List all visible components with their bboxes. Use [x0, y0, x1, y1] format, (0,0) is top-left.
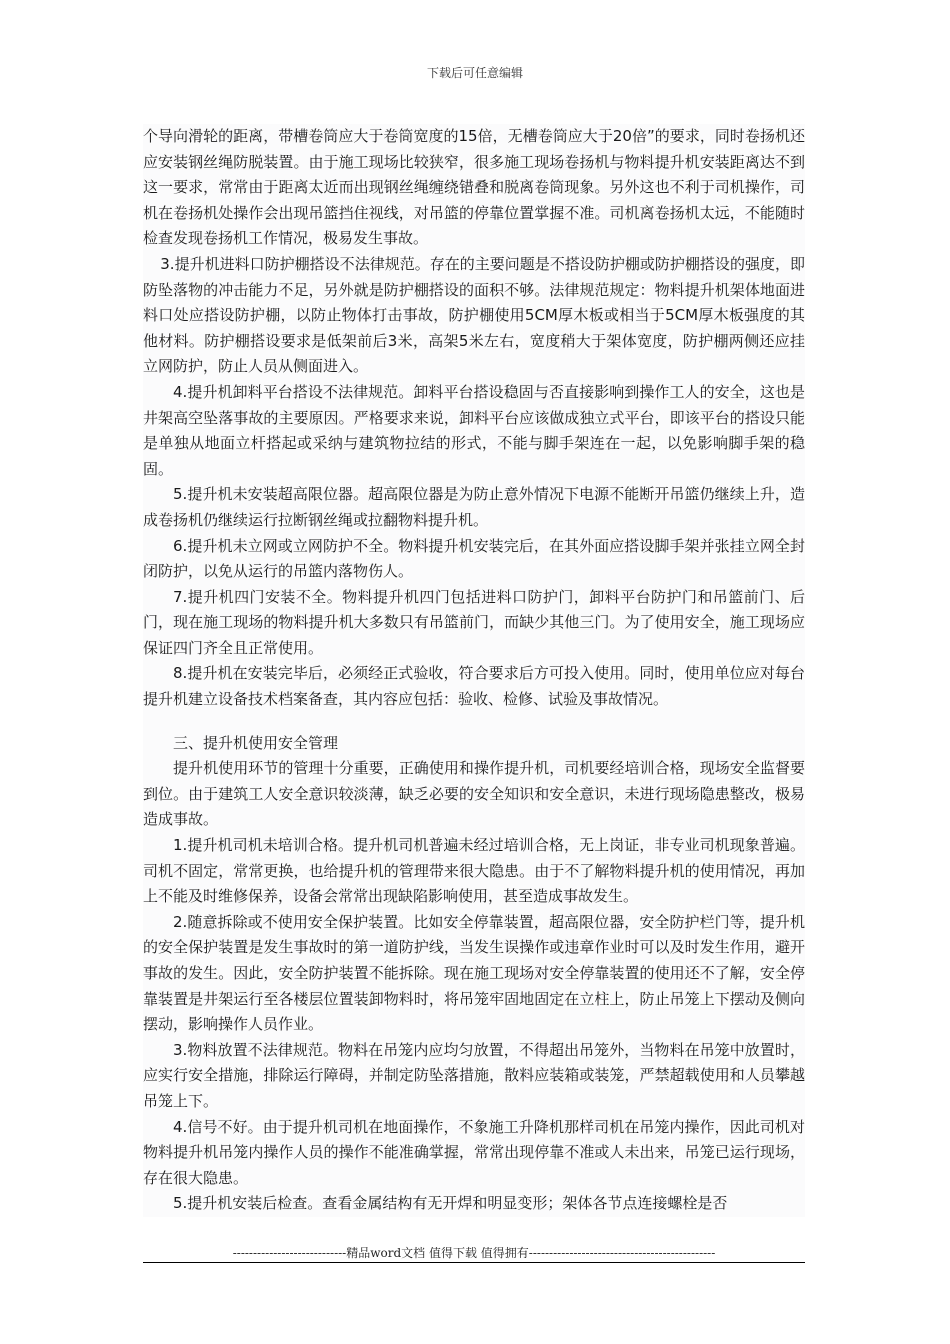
paragraph-item-4: 4.提升机卸料平台搭设不法律规范。卸料平台搭设稳固与否直接影响到操作工人的安全，这也是井架高空坠落事故的主要原因。严格要求来说，卸料平台应该做成独立式平台，即该平台的搭设只能是单独从地面立杆搭起或采纳与建筑物拉结的形式，不能与脚手架连在一起，以免影响脚手架的稳固。: [143, 382, 805, 478]
paragraph-item-6: 6.提升机未立网或立网防护不全。物料提升机安装完后，在其外面应搭设脚手架并张挂立网全封闭防护，以免从运行的吊篮内落物伤人。: [143, 536, 805, 581]
paragraph-item-5b: 5.提升机安装后检查。查看金属结构有无开焊和明显变形；架体各节点连接螺栓是否: [173, 1194, 728, 1213]
document-body: [143, 124, 805, 1217]
page-header: 下载后可任意编辑: [426, 66, 523, 80]
paragraph-gap: [143, 713, 805, 731]
paragraph-continuation: 个导向滑轮的距离，带槽卷筒应大于卷筒宽度的15倍，无槽卷筒应大于20倍”的要求，同时卷扬机还应安装钢丝绳防脱装置。由于施工现场比较狭窄，很多施工现场卷扬机与物料提升机安装距离达不到这一要求，常常由于距离太近而出现钢丝绳缠绕错叠和脱离卷筒现象。另外这也不利于司机操作，司机在卷扬机处操作会出现吊篮挡住视线，对吊篮的停靠位置掌握不准。司机离卷扬机太远，不能随时检查发现卷扬机工作情况，极易发生事故。: [143, 127, 805, 248]
section-intro: 提升机使用环节的管理十分重要，正确使用和操作提升机，司机要经培训合格，现场安全监督要到位。由于建筑工人安全意识较淡薄，缺乏必要的安全知识和安全意识，未进行现场隐患整改，极易造成事故。: [143, 759, 805, 829]
paragraph-item-8: 8.提升机在安装完毕后，必须经正式验收，符合要求后方可投入使用。同时，使用单位应对每台提升机建立设备技术档案备查，其内容应包括：验收、检修、试验及事故情况。: [143, 664, 805, 709]
footer-rule: [143, 1262, 805, 1263]
paragraph-item-3: 3.提升机进料口防护棚搭设不法律规范。存在的主要问题是不搭设防护棚或防护棚搭设的强度，即防坠落物的冲击能力不足，另外就是防护棚搭设的面积不够。法律规范规定：物料提升机架体地面进料口处应搭设防护棚，以防止物体打击事故，防护棚使用5CM厚木板或相当于5CM厚木板强度的其他材料。防护棚搭设要求是低架前后3米，高架5米左右，宽度稍大于架体宽度，防护棚两侧还应挂立网防护，防止人员从侧面进入。: [143, 254, 805, 376]
paragraph-item-7: 7.提升机四门安装不全。物料提升机四门包括进料口防护门，卸料平台防护门和吊篮前门、后门，现在施工现场的物料提升机大多数只有吊篮前门，而缺少其他三门。为了使用安全，施工现场应保证四门齐全且正常使用。: [143, 587, 805, 657]
paragraph-item-3b: 3.物料放置不法律规范。物料在吊笼内应均匀放置，不得超出吊笼外，当物料在吊笼中放置时，应实行安全措施，排除运行障碍，并制定防坠落措施，散料应装箱或装笼，严禁超载使用和人员攀越吊笼上下。: [143, 1040, 805, 1110]
paragraph-item-2: 2.随意拆除或不使用安全保护装置。比如安全停靠装置，超高限位器，安全防护栏门等，提升机的安全保护装置是发生事故时的第一道防护线，当发生误操作或违章作业时可以及时发生作用，避开事故的发生。因此，安全防护装置不能拆除。现在施工现场对安全停靠装置的使用还不了解，安全停靠装置是井架运行至各楼层位置装卸物料时，将吊笼牢固地固定在立柱上，防止吊笼上下摆动及侧向摆动，影响操作人员作业。: [143, 912, 805, 1034]
page-footer: ----------------------------精品word文档 值得下载 值得拥有----------------------------------------------: [232, 1246, 716, 1260]
paragraph-item-5: 5.提升机未安装超高限位器。超高限位器是为防止意外情况下电源不能断开吊篮仍继续上升，造成卷扬机仍继续运行拉断钢丝绳或拉翻物料提升机。: [143, 485, 805, 529]
paragraph-item-4b: 4.信号不好。由于提升机司机在地面操作，不象施工升降机那样司机在吊笼内操作，因此司机对物料提升机吊笼内操作人员的操作不能准确掌握，常常出现停靠不准或人未出来，吊笼已运行现场，存在很大隐患。: [143, 1117, 805, 1187]
section-heading: 三、提升机使用安全管理: [173, 733, 339, 752]
paragraph-item-1: 1.提升机司机未培训合格。提升机司机普遍未经过培训合格，无上岗证，非专业司机现象普遍。司机不固定，常常更换，也给提升机的管理带来很大隐患。由于不了解物料提升机的使用情况，再加上不能及时维修保养，设备会常常出现缺陷影响使用，甚至造成事故发生。: [143, 836, 805, 906]
